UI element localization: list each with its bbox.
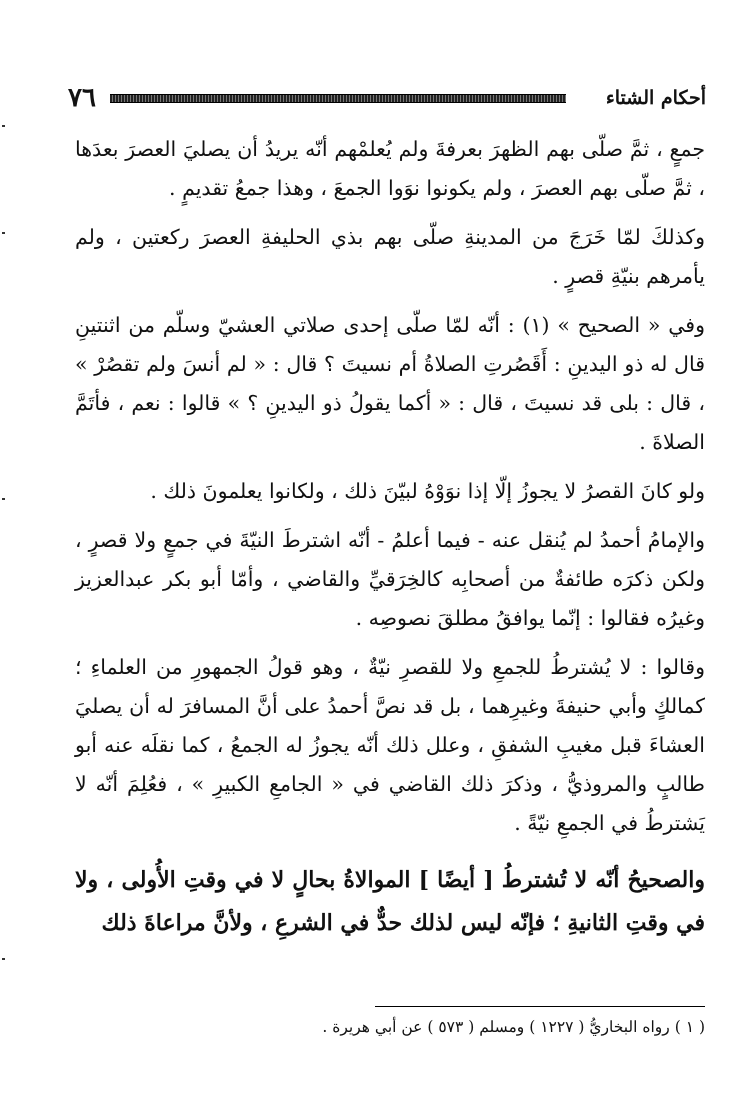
paragraph-4: ولو كانَ القصرُ لا يجوزُ إلّا إذا نوَوْهُ لبيّنَ ذلك ، ولكانوا يعلمونَ ذلك .	[150, 479, 705, 503]
page-body	[75, 130, 705, 955]
scan-edge-mark	[2, 232, 5, 234]
paragraph-3: وفي « الصحيح » (١) : أنّه لمّا صلّى إحدى صلاتي العشيّ وسلّم من اثنتينِ قال له ذو اليدينِ : أَقَصُرتِ الصلاةُ أم نسيتَ ؟ قال : « لم أنسَ ولم تقصُرْ » ، قال : بلى قد نسيتَ ، قال : « أكما يقولُ ذو اليدينِ ؟ » قالوا : نعم ، فأتَمَّ الصلاةَ .	[75, 313, 705, 454]
header-rule	[110, 94, 566, 103]
footnote: ( ١ ) رواه البخاريُّ ( ١٢٢٧ ) ومسلم ( ٥٧٣ ) عن أبي هريرة .	[322, 1018, 705, 1036]
scan-edge-mark	[2, 498, 5, 500]
footnote-rule	[375, 1006, 705, 1007]
page-number: ٧٦	[68, 83, 96, 113]
running-title: أحكام الشتاء	[605, 87, 706, 109]
scan-edge-mark	[2, 125, 5, 127]
paragraph-7-bold: والصحيحُ أنّه لا تُشترطُ [ أيضًا ] الموالاةُ بحالٍ لا في وقتِ الأُولى ، ولا في وقتِ الثانيةِ ؛ فإنّه ليس لذلك حدٌّ في الشرعِ ، ولأنَّ مراعاةَ ذلك	[75, 867, 705, 936]
paragraph-6: وقالوا : لا يُشترطُ للجمعِ ولا للقصرِ نيّةٌ ، وهو قولُ الجمهورِ من العلماءِ ؛ كمالكٍ وأبي حنيفةَ وغيرِهما ، بل قد نصَّ أحمدُ على أنَّ المسافرَ له أن يصليَ العشاءَ قبل مغيبِ الشفقِ ، وعلل ذلك أنّه يجوزُ له الجمعُ ، كما نقلَه عنه أبو طالبٍ والمروذيُّ ، وذكرَ ذلك القاضي في « الجامعِ الكبيرِ » ، فعُلِمَ أنّه لا يَشترطُ في الجمعِ نيّةً .	[75, 655, 705, 835]
paragraph-1: جمعٍ ، ثمَّ صلّى بهم الظهرَ بعرفةَ ولم يُعلمْهم أنّه يريدُ أن يصليَ العصرَ بعدَها ، ثمَّ صلّى بهم العصرَ ، ولم يكونوا نوَوا الجمعَ ، وهذا جمعُ تقديمٍ .	[75, 137, 705, 200]
paragraph-2: وكذلكَ لمّا خَرَجَ من المدينةِ صلّى بهم بذي الحليفةِ العصرَ ركعتين ، ولم يأمرهم بنيّةِ قصرٍ .	[75, 225, 705, 288]
page-header	[68, 82, 706, 114]
scan-edge-mark	[2, 958, 5, 960]
paragraph-5: والإمامُ أحمدُ لم يُنقل عنه - فيما أعلمُ - أنّه اشترطَ النيّةَ في جمعٍ ولا قصرٍ ، ولكن ذكرَه طائفةٌ من أصحابِه كالخِرَقيِّ والقاضي ، وأمّا أبو بكر عبدالعزيز وغيرُه فقالوا : إنّما يوافقُ مطلقَ نصوصِه .	[75, 528, 705, 630]
